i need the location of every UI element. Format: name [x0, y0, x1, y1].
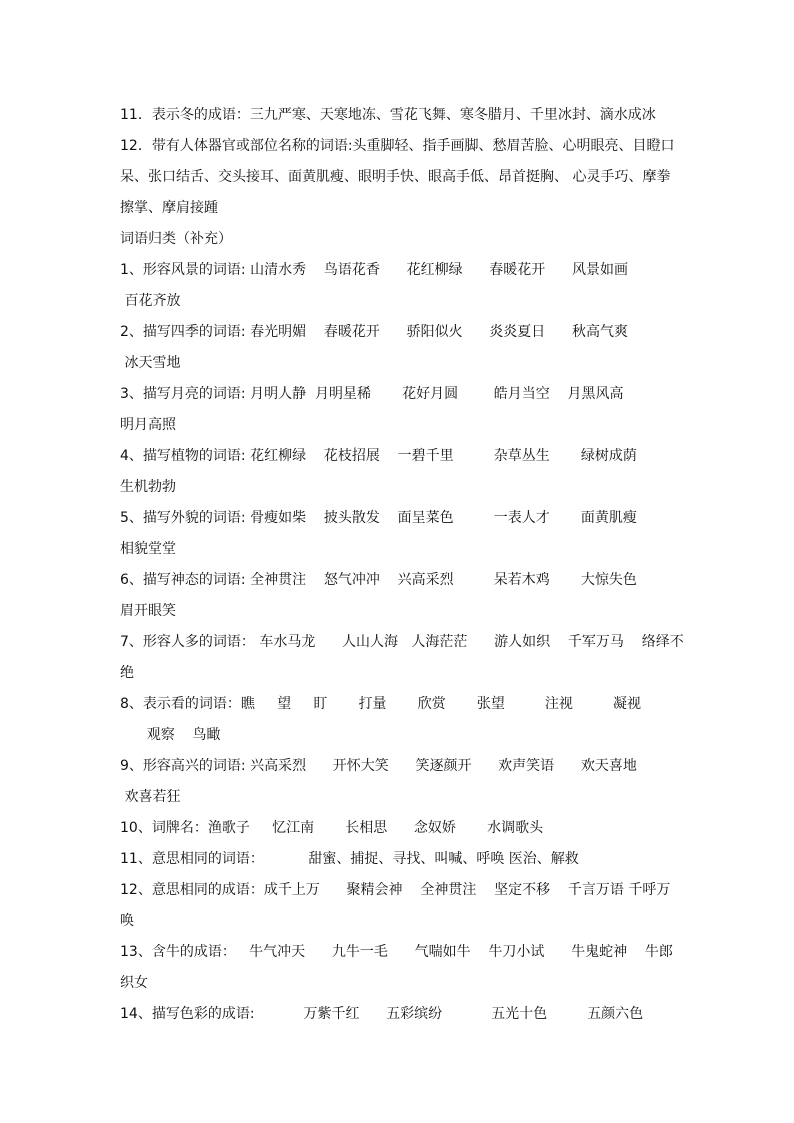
color-idioms-item: 14、描写色彩的成语: 万紫千红 五彩缤纷 五光十色 五颜六色 [120, 1006, 644, 1022]
synonym-words-item: 11、意思相同的词语： 甜蜜、捕捉、寻找、叫喊、呼唤 医治、解救 [120, 851, 579, 867]
body-part-idioms-paragraph: 12．带有人体器官或部位名称的词语:头重脚轻、指手画脚、愁眉苦脸、心明眼亮、目瞪口呆、张口结舌、交头接耳、面黄肌瘦、眼明手快、眼高手低、昂首挺胸、 心灵手巧、摩拳擦掌、摩肩接踵 [120, 138, 675, 216]
scenery-words-item: 1、形容风景的词语: 山清水秀 鸟语花香 花红柳绿 春暖花开 风景如画 百花齐放 [120, 262, 628, 309]
ox-idioms-item: 13、含牛的成语： 牛气冲天 九牛一毛 气喘如牛 牛刀小试 牛鬼蛇神 牛郎织女 [120, 944, 673, 991]
expression-words-item: 6、描写神态的词语: 全神贯注 怒气冲冲 兴高采烈 呆若木鸡 大惊失色 眉开眼笑 [120, 572, 637, 619]
crowd-words-item: 7、形容人多的词语： 车水马龙 人山人海 人海茫茫 游人如织 千军万马 络绎不绝 [120, 634, 684, 681]
plant-words-item: 4、描写植物的词语: 花红柳绿 花枝招展 一碧千里 杂草丛生 绿树成荫 生机勃勃 [120, 448, 637, 495]
appearance-words-item: 5、描写外貌的词语: 骨瘦如柴 披头散发 面呈菜色 一表人才 面黄肌瘦 相貌堂堂 [120, 510, 637, 557]
synonym-idioms-item: 12、意思相同的成语：成千上万 聚精会神 全神贯注 坚定不移 千言万语 千呼万唤 [120, 882, 671, 929]
four-seasons-words-item: 2、描写四季的词语: 春光明媚 春暖花开 骄阳似火 炎炎夏日 秋高气爽 冰天雪地 [120, 324, 628, 371]
look-words-item: 8、表示看的词语：瞧 望 盯 打量 欣赏 张望 注视 凝视 观察 鸟瞰 [120, 696, 641, 743]
ci-pai-names-item: 10、词牌名：渔歌子 忆江南 长相思 念奴娇 水调歌头 [120, 820, 544, 836]
happy-words-item: 9、形容高兴的词语: 兴高采烈 开怀大笑 笑逐颜开 欢声笑语 欢天喜地 欢喜若狂 [120, 758, 637, 805]
section-heading: 词语归类（补充） [120, 231, 232, 247]
winter-idioms-line: 11．表示冬的成语：三九严寒、天寒地冻、雪花飞舞、寒冬腊月、千里冰封、滴水成冰 [120, 107, 656, 123]
moon-words-item: 3、描写月亮的词语: 月明人静 月明星稀 花好月圆 皓月当空 月黑风高 明月高照 [120, 386, 624, 433]
